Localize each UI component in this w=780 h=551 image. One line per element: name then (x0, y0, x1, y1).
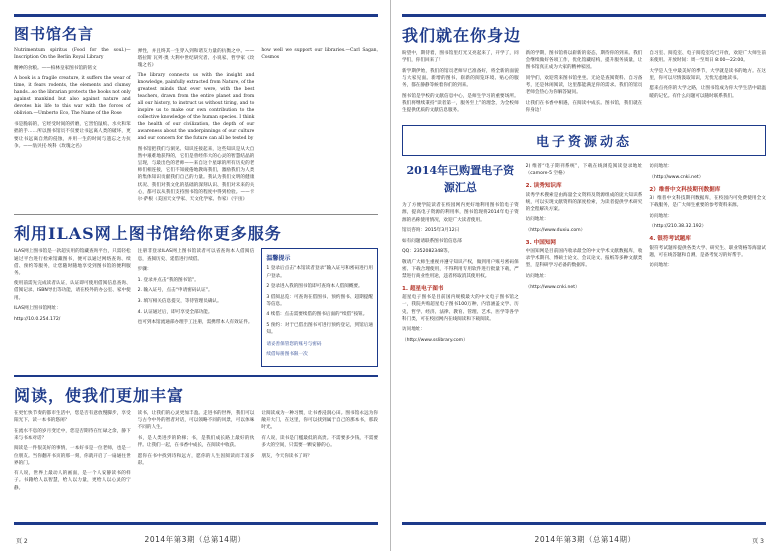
paragraph: ILAS网上图书馆网址： (14, 306, 61, 312)
paragraph: 让我们在书香中相遇，在阅读中成长。图书馆，我们就在你身边！ (525, 100, 643, 113)
section-title-reading: 阅读，使我们更加丰富 (14, 386, 185, 406)
paragraph: 新学期伊始，我们的馆员老师早已准备好，将全新的面貌与大家见面。新增的图书、崭新的阅览环境、贴心的服务，都在静静等候着你们的到来。 (402, 68, 519, 88)
paragraph: Nutrimentum spiritus (Food for the soul.)—Inscription On the Berlin Royal Library (14, 48, 131, 60)
footer-issue-left: 2014年第3期（总第14期） (144, 535, 246, 544)
right-top-rule (402, 14, 766, 17)
ilas-col-2 (138, 248, 255, 367)
ilas-col-1 (14, 248, 131, 367)
page-number-left: 页 2 (16, 538, 28, 545)
paragraph: QQ：2352082348等。 (402, 249, 453, 255)
paragraph: A book is a fragile creature, it suffers the wear of time, it fears rodents, the elements and clumsy hands...so the librarian protects the books not only against mankind but also against nature and devotes his life to this war with the forces of oblivion.—Umberto Eco, The Name of the Rose (14, 76, 131, 116)
paragraph: 2) 维普“电子期刊系统”，下载在线浏览阅读登录地址（camore-5 空格） (525, 164, 643, 177)
paragraph: 敬请广大师生重视并遵守知识产权，做到用户账号密码保密、下载合理使用，不得利用专用软件进行批量下载，严禁进行商业性用途，违者将取消其使用权。 (402, 260, 519, 280)
paragraph: 精神的食粮。——柏林皇家图书馆的铭文 (14, 66, 97, 72)
page-number-right: 页 3 (752, 538, 764, 545)
ilas-url[interactable]: http://10.0.254.172/ (14, 316, 61, 322)
quotes-col-1 (14, 48, 131, 206)
beside-col-2 (526, 50, 643, 117)
resource-url[interactable]: 访问地址： (649, 263, 673, 269)
resource-url[interactable]: （http://210.38.32.192） (649, 224, 707, 230)
paragraph: 读秀学术搜索是由海量全文资料及资源组成的庞大知识系统，可以实现文献资料的深度检索，为读者提供学术研究的全程解决方案。 (525, 192, 643, 212)
paragraph: 愿来点亮你的大学之路，让图书馆成为你大学生活中最温暖的记忆。有什么问题可以随时联系我们。 (649, 86, 767, 99)
resource-url[interactable]: （http://www.sslibrary.com） (402, 337, 468, 343)
section-we-are-beside-you (402, 23, 766, 117)
paragraph: 在流水不息的岁月变迁中，您是否期待在忙碌之余，静下来与书本对话？ (14, 428, 131, 441)
paragraph: 自习室、阅览室、电子阅览室均已开放，欢迎广大师生前来使用。开放时间：周一至周日 8:00—22:00。 (649, 51, 767, 64)
paragraph: 新的学期，图书馆将以崭新的姿态，期待你的到来。我们会继续做好各项工作，优化馆藏结构，提升服务质量，让图书馆真正成为大家的精神家园。 (525, 51, 643, 71)
quotes-col-2 (138, 48, 255, 206)
paragraph: 如有问题请联系图书馆信息部 (402, 238, 462, 244)
paragraph: 愿你在书中找到诗和远方，愿你的人生因阅读而丰富多彩。 (137, 453, 255, 466)
paragraph: 超星电子图书是目前国内规模最大的中文电子图书馆之一，我院共购超星电子图书100万种，内容涵盖文学、历史、哲学、经济、法律、教育、管理、艺术、医学等各学科门类，可在校园网内在线阅读和下载阅读。 (402, 295, 519, 322)
reading-col-1 (14, 410, 131, 495)
divider (14, 214, 378, 215)
section-title-library-quotes: 图书馆名言 (14, 25, 95, 43)
paragraph: 访问地址： (649, 213, 673, 219)
paragraph: ILAS网上图书馆是一款超实用的馆藏查询平台，只需轻松通过平台进行检索馆藏图书，便可以通过网络查询、续借、预约等服务，让您随时随地享受到图书馆的便利服务。 (14, 249, 131, 276)
paragraph: 银符考试题库提供各类大学、研究生、职业资格等海量试题，可在线答题和自测，是备考复习的好帮手。 (649, 245, 767, 258)
paragraph: 馆员咨询：2015年3月12日 (402, 228, 460, 234)
paragraph: 大学是人生中最美好的季节，大学就是读书的地方。在这里，你可以尽情汲取知识，无忧无虑地读书。 (649, 68, 767, 81)
paragraph: 中国知网是目前国内收录最全的中文学术文献数据库，收录学术期刊、博硕士论文、会议论文、报纸等多种文献类型，是科研学习必备的数据库。 (525, 249, 643, 269)
paragraph: 4 续借：点击需要续借的图书后面的“续借”按钮。 (266, 312, 368, 318)
beside-col-3 (649, 50, 766, 117)
paragraph: 书，是人类进步的阶梯；书，是我们成长路上最好的伙伴。让我们一起，在书香中成长，在阅读中收获。 (137, 435, 255, 448)
section-ilas-service (14, 221, 378, 367)
tip-title: 温馨提示 (266, 255, 291, 263)
paragraph: 朋友，今天你读书了吗？ (261, 453, 312, 459)
paragraph: 3 借阅总览：可查询在借图书、预约图书、超期提醒等信息。 (266, 294, 374, 307)
resource-heading: 2）维普中文科技期刊数据库 (649, 186, 721, 193)
divider-blue (14, 375, 378, 377)
paragraph: 3）维普中文科技期刊数据库，在校园内可免费使用全文下载服务，是广大师生重要的参考资料来源。 (649, 196, 767, 209)
resource-url[interactable]: （http://www.cnki.net） (525, 284, 580, 290)
resource-heading: 1. 超星电子图书 (402, 285, 444, 292)
paragraph: 4. 认证通过后，即可享受全部功能。 (137, 309, 213, 315)
reading-col-2 (138, 410, 255, 495)
tip-item: 请妥善保管您的账号与密码 (266, 341, 322, 347)
paragraph: 1 登录后点击“本馆读者登录”输入证号和密码进行用户登录。 (266, 266, 374, 279)
panel-title: 2014年已购置电子资源汇总 (406, 164, 515, 194)
eres-col-2 (526, 163, 643, 347)
resource-heading: 2. 读秀知识库 (525, 183, 562, 190)
gutter-rule (390, 0, 391, 551)
paragraph: how well we support our libraries.—Carl Sagan, Cosmos (261, 48, 379, 60)
paragraph: 图书馆是学校的文献信息中心，是师生学习的重要场所。我们将继续秉持“读者第一，服务至上”的理念，为全校师生提供优质的文献信息服务。 (402, 93, 519, 113)
paragraph: 2. 输入证号，点击“申请密码认证”。 (137, 288, 213, 294)
paragraph: 2 登录进入我的图书馆即可查询本人借阅概要。 (266, 284, 363, 290)
paragraph: 书是脆弱的，它经受时间的折磨，它害怕鼠蚁、水火和笨拙的手……所以图书馆员不仅要让书远离人类的破坏，更要让书远离自然的侵蚀，并用一生的时间与遗忘之力抗争。——翁贝托·埃科《玫瑰之名》 (14, 122, 131, 149)
section-title-beside-you: 我们就在你身边 (402, 26, 522, 45)
eresource-panel (402, 163, 766, 347)
paragraph: The library connects us with the insight and knowledge, painfully extracted from Nature, of the greatest minds that ever were, with the best teachers, drawn from the entire planet and from all our history, to instruct us without tiring, and to inspire us to make our own contribution to the collective knowledge of the human species. I think the health of our civilization, the depth of our awareness about the underpinnings of our culture and our concern for the future can all be tested by (137, 72, 255, 141)
paragraph: 有人说，读书是门槛最低的高贵。不需要多少钱，不需要多大的空间，只需要一颗安静的心。 (261, 435, 379, 448)
paragraph: 访问地址： (649, 164, 673, 170)
paragraph: 使用前需先完成读者认证，认证即可使用借阅信息查询、借阅记录、ISBN导出等功能，请在校外的办公室、家中使用。 (14, 281, 131, 301)
paragraph: 5 预约：对于已借出图书可进行预约登记，到馆后通知。 (266, 323, 374, 336)
paragraph: 有人说，世界上最动人的画面，是一个人安静读书的样子。书籍给人以智慧，给人以力量，更给人以心灵的宁静。 (14, 471, 131, 491)
paragraph: 在更忙快节奏的都市生活中，您是否有意放慢脚步，享受阳光下、读一本书的悠闲？ (14, 411, 131, 424)
tip-item: 续借每册图书限一次 (266, 352, 308, 358)
right-page (390, 0, 780, 551)
reading-col-3 (261, 410, 378, 495)
section-title-ilas: 利用ILAS网上图书馆给你更多服务 (14, 224, 282, 244)
section-library-quotes (14, 23, 378, 206)
paragraph: 让阅读成为一种习惯，让书香浸润心田。图书馆永远为你敞开大门，在这里，你可以找到属于自己的那本书，那段时光。 (261, 411, 379, 431)
paragraph: 读书，让我们的心灵更加丰盈。走进书的世界，我们可以与古今中外的智者对话，可以领略不同的风景，可以体味不同的人生。 (137, 411, 255, 431)
paragraph: 为了方便学院读者在校园网内更好地利用图书馆电子资源，提高电子资源的利用率，图书馆现将2014年电子资源的名称使用情况，欢迎广大读者使用。 (402, 203, 519, 223)
eres-col-1 (402, 163, 519, 347)
resource-url[interactable]: （http://www.duxiu.com） (525, 228, 586, 234)
section-title-eresources: 电子资源动态 (402, 125, 766, 156)
resource-url[interactable]: （http://www.cnki.net） (649, 174, 704, 180)
paragraph: 3. 填写相关信息提交，等待管理员确认。 (137, 298, 222, 304)
left-bottom-rule (14, 522, 378, 525)
paragraph: 注册非登录ILAS网上图书馆读者可以省查询本人借阅信息，查阅历史、延借进行续借。 (137, 249, 255, 262)
section-reading (14, 383, 378, 495)
resource-heading: 3. 中国知网 (525, 239, 557, 246)
paragraph: 也可到本馆流通部办理手工注册，需携带本人有效证件。 (137, 320, 253, 326)
footer-issue-right: 2014年第3期（总第14期） (534, 535, 636, 544)
quotes-col-3 (261, 48, 378, 206)
paragraph: 访问地址： (402, 327, 425, 333)
paragraph: 弹性，并且终其一生穿入到和诸友力量的抗衡之中。——塔拉斯 瓦列·奥 大利中世纪研究者、小说家、哲学家《玫瑰之名》 (137, 49, 255, 69)
beside-col-1 (402, 50, 519, 117)
ilas-col-3 (261, 248, 378, 367)
paragraph: 盼望中，期待着，图书馆里灯光又亮起来了，开学了，同学们，你们回来了！ (402, 51, 519, 64)
paragraph: 阅读是一件很美好的事情，一本好书是一位老师，也是一位朋友。当你翻开书页的那一刻，你就开启了一扇通往世界的门。 (14, 446, 131, 466)
eres-col-3 (649, 163, 766, 347)
resource-heading: 4. 银符考试题库 (649, 236, 691, 243)
left-top-rule (14, 14, 378, 17)
paragraph: 步骤： (137, 267, 152, 273)
paragraph: 同学们，欢迎常来图书馆坐坐。无论是查阅资料、自习备考，还是休闲阅读，这里都能满足你的需求。我们的馆员老师会热心为你解答疑问。 (525, 75, 643, 96)
paragraph: 1. 登录并点击“我的图书馆”。 (137, 277, 199, 283)
right-bottom-rule (402, 522, 766, 525)
paragraph: 访问地址： (525, 273, 549, 279)
paragraph: 访问地址： (525, 217, 549, 223)
paragraph: 图书馆把我们与洞见、知识连接起来，这些知识是从大自然中艰难地获得的，它们是曾经伟大的心灵的智慧结晶的呈现，与最出色的老师——来自这个星球的所有历史的老师们相连接，它们不知疲倦地教诲我们，激励我们为人类的集体知识贡献我们自己的力量。我认为我们文明的健康状况、我们对我文化的基础的深刻认识、我们对未来的关心，都可以从我们支持图书馆的程度中得到检验。——卡尔·萨根（美国天文学家、天文化学家、作家）《宇宙》 (137, 147, 255, 202)
tip-box (261, 248, 378, 367)
